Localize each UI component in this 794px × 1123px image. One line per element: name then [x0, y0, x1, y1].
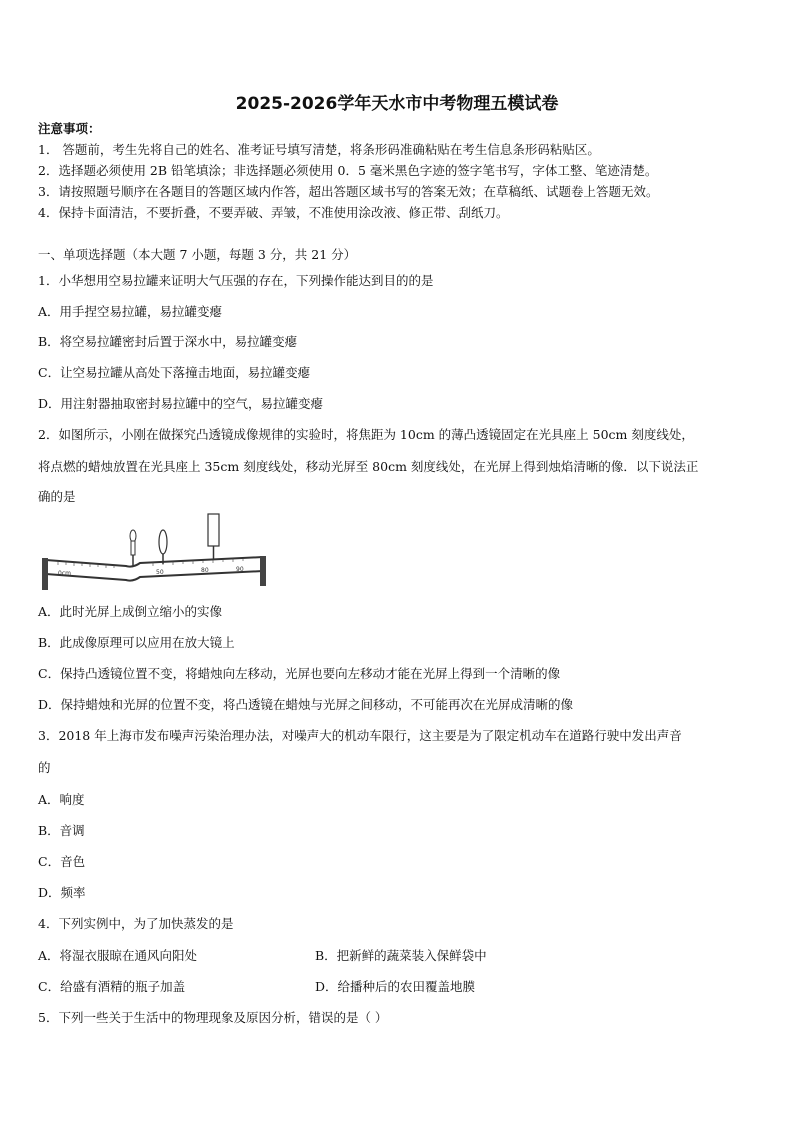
notice-item: 3．请按照题号顺序在各题目的答题区域内作答，超出答题区域书写的答案无效；在草稿纸、试题卷上答题无效。: [38, 184, 659, 199]
q3-option-a: A．响度: [38, 792, 85, 807]
q2-option-a: A．此时光屏上成倒立缩小的实像: [38, 604, 223, 619]
q1-option-d: D．用注射器抽取密封易拉罐中的空气，易拉罐变瘪: [38, 396, 324, 411]
notice-item: 2．选择题必须使用 2B 铅笔填涂；非选择题必须使用 0．5 毫米黑色字迹的签字笔书写，字体工整、笔迹清楚。: [38, 163, 658, 178]
optical-bench-figure: [38, 510, 270, 592]
q1-option-c: C．让空易拉罐从高处下落撞击地面，易拉罐变瘪: [38, 365, 311, 380]
notice-heading: 注意事项：: [38, 121, 101, 136]
q2-option-b: B．此成像原理可以应用在放大镜上: [38, 635, 235, 650]
notice-item: 1． 答题前，考生先将自己的姓名、准考证号填写清楚，将条形码准确粘贴在考生信息条形码粘贴区。: [38, 142, 600, 157]
ruler-label: 0cm: [58, 570, 71, 577]
q3-option-c: C．音色: [38, 854, 86, 869]
question-3-stem: 3．2018 年上海市发布噪声污染治理办法，对噪声大的机动车限行，这主要是为了限定机动车在道路行驶中发出声音: [38, 728, 682, 743]
q4-option-a: A．将湿衣服晾在通风向阳处: [38, 948, 198, 963]
page-title: 2025-2026学年天水市中考物理五模试卷: [235, 94, 559, 114]
q3-option-b: B．音调: [38, 823, 85, 838]
ruler-label: 90: [236, 566, 244, 573]
question-1-stem: 1．小华想用空易拉罐来证明大气压强的存在，下列操作能达到目的的是: [38, 273, 434, 288]
notice-item: 4．保持卡面清洁，不要折叠，不要弄破、弄皱，不准使用涂改液、修正带、刮纸刀。: [38, 205, 509, 220]
ruler-label: 50: [156, 569, 164, 576]
question-2-stem: 2．如图所示，小刚在做探究凸透镜成像规律的实验时，将焦距为 10cm 的薄凸透镜固定在光具座上 50cm 刻度线处，: [38, 427, 694, 442]
section-heading: 一、单项选择题（本大题 7 小题，每题 3 分，共 21 分）: [38, 247, 357, 262]
q3-option-d: D．频率: [38, 885, 86, 900]
ruler-label: 80: [201, 567, 209, 574]
question-2-stem: 确的是: [38, 489, 76, 504]
question-4-stem: 4．下列实例中，为了加快蒸发的是: [38, 916, 234, 931]
question-5-stem: 5．下列一些关于生活中的物理现象及原因分析，错误的是（ ）: [38, 1010, 388, 1025]
q4-option-d: D．给播种后的农田覆盖地膜: [315, 979, 476, 994]
q1-option-a: A．用手捏空易拉罐，易拉罐变瘪: [38, 304, 223, 319]
q4-option-c: C．给盛有酒精的瓶子加盖: [38, 979, 186, 994]
q4-option-b: B．把新鲜的蔬菜装入保鲜袋中: [315, 948, 487, 963]
question-2-stem: 将点燃的蜡烛放置在光具座上 35cm 刻度线处，移动光屏至 80cm 刻度线处，在光屏上得到烛焰清晰的像．以下说法正: [38, 459, 699, 474]
q2-option-d: D．保持蜡烛和光屏的位置不变，将凸透镜在蜡烛与光屏之间移动，不可能再次在光屏成清晰的像: [38, 697, 574, 712]
q1-option-b: B．将空易拉罐密封后置于深水中，易拉罐变瘪: [38, 334, 298, 349]
q2-option-c: C．保持凸透镜位置不变，将蜡烛向左移动，光屏也要向左移动才能在光屏上得到一个清晰的像: [38, 666, 561, 681]
question-3-stem: 的: [38, 760, 51, 775]
